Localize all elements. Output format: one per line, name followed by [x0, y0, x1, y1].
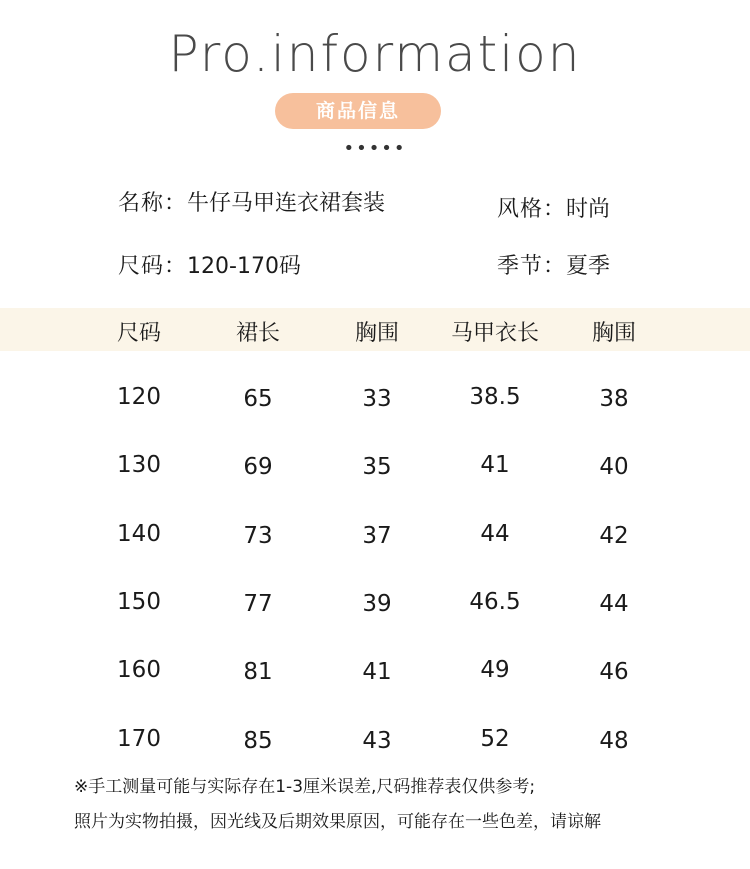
- style-label: 风格：: [497, 197, 567, 222]
- table-cell: 37: [362, 523, 392, 549]
- decorative-dots: •••••: [343, 138, 407, 159]
- table-cell: 73: [243, 523, 273, 549]
- name-value: 牛仔马甲连衣裙套装: [187, 191, 386, 216]
- table-cell: 120: [117, 384, 161, 410]
- table-header-cell: 马甲衣长: [450, 321, 539, 346]
- table-cell: 46: [599, 659, 629, 685]
- size-value: 120-170码: [187, 254, 301, 279]
- table-cell: 39: [362, 591, 392, 617]
- table-cell: 130: [117, 452, 161, 478]
- table-cell: 41: [480, 452, 510, 478]
- table-cell: 170: [117, 726, 161, 752]
- table-cell: 81: [243, 659, 273, 685]
- table-cell: 46.5: [469, 589, 521, 615]
- table-cell: 42: [599, 523, 629, 549]
- table-cell: 69: [243, 454, 273, 480]
- table-cell: 33: [362, 386, 392, 412]
- section-badge: 商品信息: [275, 93, 441, 129]
- table-cell: 35: [362, 454, 392, 480]
- table-header-cell: 胸围: [354, 321, 399, 346]
- info-style: [497, 192, 610, 223]
- table-header-cell: 裙长: [235, 321, 280, 346]
- table-cell: 44: [480, 521, 510, 547]
- table-cell: 65: [243, 386, 273, 412]
- info-name: [118, 186, 385, 217]
- table-cell: 140: [117, 521, 161, 547]
- table-header-cell: 尺码: [116, 321, 161, 346]
- table-cell: 49: [480, 657, 510, 683]
- info-size: [118, 249, 301, 280]
- table-cell: 38: [599, 386, 629, 412]
- table-cell: 44: [599, 591, 629, 617]
- table-header-cell: 胸围: [591, 321, 636, 346]
- info-season: [497, 249, 610, 280]
- table-cell: 43: [362, 728, 392, 754]
- season-label: 季节：: [497, 254, 567, 279]
- table-cell: 48: [599, 728, 629, 754]
- style-value: 时尚: [566, 197, 611, 222]
- size-label: 尺码：: [118, 254, 188, 279]
- table-cell: 150: [117, 589, 161, 615]
- table-cell: 160: [117, 657, 161, 683]
- name-label: 名称：: [118, 191, 188, 216]
- disclaimer-line-2: 照片为实物拍摄，因光线及后期效果原因，可能存在一些色差，请谅解: [74, 812, 601, 832]
- table-cell: 77: [243, 591, 273, 617]
- table-cell: 41: [362, 659, 392, 685]
- table-cell: 52: [480, 726, 510, 752]
- table-cell: 40: [599, 454, 629, 480]
- season-value: 夏季: [566, 254, 611, 279]
- disclaimer-line-1: ※手工测量可能与实际存在1-3厘米误差,尺码推荐表仅供参考;: [74, 777, 536, 797]
- table-cell: 85: [243, 728, 273, 754]
- table-cell: 38.5: [469, 384, 521, 410]
- page-title: Pro.information: [168, 25, 582, 83]
